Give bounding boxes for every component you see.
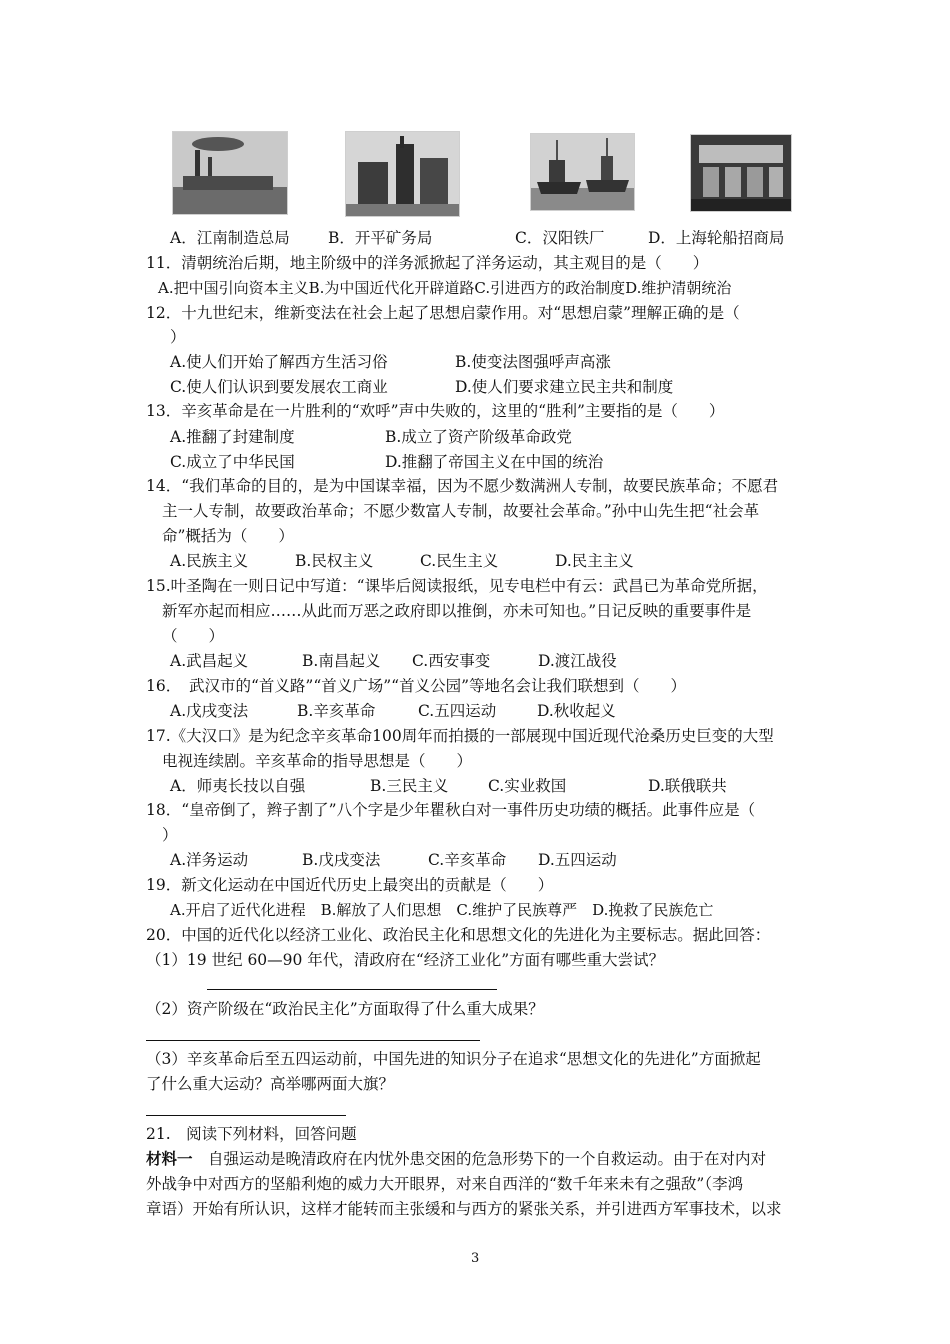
q19-stem: 19．新文化运动在中国近代历史上最突出的贡献是（ ） xyxy=(146,876,554,894)
q18-stem-line1: 18．“皇帝倒了，辫子割了”八个字是少年瞿秋白对一事件历史功绩的概括。此事件应是（ xyxy=(146,801,756,819)
q15-option-a: A.武昌起义 xyxy=(170,652,249,670)
q13-option-a: A.推翻了封建制度 xyxy=(170,428,295,446)
photo-2 xyxy=(345,131,460,217)
q20-part2: （2）资产阶级在“政治民主化”方面取得了什么重大成果？ xyxy=(146,1000,544,1018)
workshop-interior-photo xyxy=(691,135,791,211)
photo-caption-b: B．开平矿务局 xyxy=(328,229,433,247)
q18-option-d: D.五四运动 xyxy=(538,851,617,869)
q17-option-c: C.实业救国 xyxy=(488,777,567,795)
q13-option-b: B.成立了资产阶级革命政党 xyxy=(385,428,572,446)
q15-option-d: D.渡江战役 xyxy=(538,652,617,670)
q18-stem-line2: ） xyxy=(162,826,178,844)
q14-option-c: C.民生主义 xyxy=(420,552,499,570)
q13-stem: 13．辛亥革命是在一片胜利的“欢呼”声中失败的，这里的“胜利”主要指的是（ ） xyxy=(146,402,725,420)
photo-caption-c: C．汉阳铁厂 xyxy=(515,229,605,247)
photo-3 xyxy=(530,133,635,211)
q14-option-d: D.民主主义 xyxy=(555,552,634,570)
q14-option-b: B.民权主义 xyxy=(295,552,374,570)
q20-stem: 20．中国的近代化以经济工业化、政治民主化和思想文化的先进化为主要标志。据此回答： xyxy=(146,926,771,944)
q12-stem-line1: 12．十九世纪末，维新变法在社会上起了思想启蒙作用。对“思想启蒙”理解正确的是（ xyxy=(146,304,740,322)
q21-material-1-line3: 章语）开始有所认识，这样才能转而主张缓和与西方的紧张关系，并引进西方军事技术，以求 xyxy=(146,1200,782,1218)
q17-stem-line2: 电视连续剧。辛亥革命的指导思想是（ ） xyxy=(162,752,473,770)
q20-part3-answer-line[interactable] xyxy=(146,1115,346,1116)
q13-option-c: C.成立了中华民国 xyxy=(170,453,295,471)
q20-part2-answer-line[interactable] xyxy=(146,1040,480,1041)
q15-stem-line1: 15.叶圣陶在一则日记中写道：“课毕后阅读报纸，见专电栏中有云：武昌已为革命党所据， xyxy=(146,577,768,595)
q12-stem-line2: ） xyxy=(170,328,186,346)
q13-option-d: D.推翻了帝国主义在中国的统治 xyxy=(385,453,604,471)
ships-at-dock-photo xyxy=(531,134,634,210)
q14-stem-line1: 14．“我们革命的目的，是为中国谋幸福，因为不愿少数满洲人专制，故要民族革命；不愿君 xyxy=(146,477,779,495)
q21-material-1-line1 xyxy=(146,1148,766,1170)
q15-option-c: C.西安事变 xyxy=(412,652,491,670)
q21-stem: 21. 阅读下列材料，回答问题 xyxy=(146,1125,357,1143)
page-number: 3 xyxy=(471,1251,480,1266)
q16-option-a: A.戊戌变法 xyxy=(170,702,249,720)
q16-option-c: C.五四运动 xyxy=(418,702,497,720)
q20-part1-answer-line[interactable] xyxy=(207,989,497,990)
q20-part1: （1）19 世纪 60—90 年代，清政府在“经济工业化”方面有哪些重大尝试？ xyxy=(146,951,665,969)
material-1-text: 自强运动是晚清政府在内忧外患交困的危急形势下的一个自救运动。由于在对内对 xyxy=(192,1150,767,1168)
mine-buildings-photo xyxy=(346,132,459,216)
q21-material-1-line2: 外战争中对西方的坚船利炮的威力大开眼界，对来自西洋的“数千年来未有之强敌”（李鸿 xyxy=(146,1175,744,1193)
q17-option-b: B.三民主义 xyxy=(370,777,449,795)
photo-caption-d: D．上海轮船招商局 xyxy=(648,229,785,247)
q17-option-a: A．师夷长技以自强 xyxy=(170,777,306,795)
q12-option-d: D.使人们要求建立民主共和制度 xyxy=(455,378,674,396)
q11-stem: 11．清朝统治后期，地主阶级中的洋务派掀起了洋务运动，其主观目的是（ ） xyxy=(146,254,709,272)
photo-1 xyxy=(172,131,288,215)
q16-option-b: B.辛亥革命 xyxy=(297,702,376,720)
q20-part3-line2: 了什么重大运动？高举哪两面大旗？ xyxy=(146,1075,395,1093)
q19-options: A.开启了近代化进程 B.解放了人们思想 C.维护了民族尊严 D.挽救了民族危亡 xyxy=(170,901,714,919)
q11-options: A.把中国引向资本主义B.为中国近代化开辟道路C.引进西方的政治制度D.维护清朝统治 xyxy=(158,279,732,297)
photo-4 xyxy=(690,134,792,212)
q16-option-d: D.秋收起义 xyxy=(537,702,616,720)
photo-caption-a: A．江南制造总局 xyxy=(170,229,290,247)
q18-option-c: C.辛亥革命 xyxy=(428,851,507,869)
factory-smokestacks-photo xyxy=(173,132,287,214)
material-1-label: 材料一 xyxy=(146,1149,193,1168)
q14-stem-line2: 主一人专制，故要政治革命；不愿少数富人专制，故要社会革命。”孙中山先生把“社会革 xyxy=(162,502,760,520)
q17-option-d: D.联俄联共 xyxy=(648,777,727,795)
q20-part3-line1: （3）辛亥革命后至五四运动前，中国先进的知识分子在追求“思想文化的先进化”方面掀起 xyxy=(146,1050,761,1068)
q14-stem-line3: 命”概括为（ ） xyxy=(162,527,294,545)
q16-stem: 16． 武汉市的“首义路”“首义广场”“首义公园”等地名会让我们联想到（ ） xyxy=(146,677,687,695)
q15-option-b: B.南昌起义 xyxy=(302,652,381,670)
q17-stem-line1: 17.《大汉口》是为纪念辛亥革命100周年而拍摄的一部展现中国近现代沧桑历史巨变的大型 xyxy=(146,727,774,745)
q18-option-b: B.戊戌变法 xyxy=(302,851,381,869)
q12-option-c: C.使人们认识到要发展农工商业 xyxy=(170,378,388,396)
q12-option-a: A.使人们开始了解西方生活习俗 xyxy=(170,353,388,371)
q15-stem-line2: 新军亦起而相应……从此而万恶之政府即以推倒，亦未可知也。”日记反映的重要事件是 xyxy=(162,602,752,620)
q18-option-a: A.洋务运动 xyxy=(170,851,249,869)
q12-option-b: B.使变法图强呼声高涨 xyxy=(455,353,611,371)
q15-stem-line3: （ ） xyxy=(162,627,225,645)
q14-option-a: A.民族主义 xyxy=(170,552,249,570)
